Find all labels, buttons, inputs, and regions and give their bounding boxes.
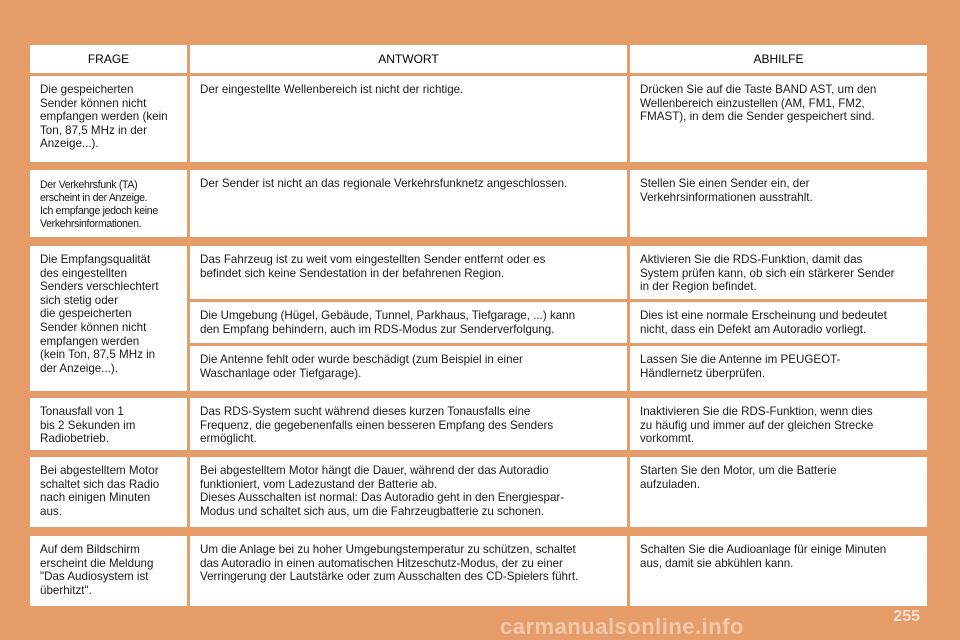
header-antwort-label: ANTWORT (378, 52, 439, 66)
row-6-frage: Auf dem Bildschirm erscheint die Meldung "Das Audiosystem ist überhitzt". (30, 536, 187, 606)
header-frage-label: FRAGE (87, 52, 130, 66)
watermark: carmanualsonline.info (500, 614, 744, 639)
row-1-antwort: Der eingestellte Wellenbereich ist nicht der richtige. (190, 76, 627, 162)
row-1-frage: Die gespeicherten Sender können nicht empfangen werden (kein Ton, 87,5 MHz in der Anzeige...). (30, 76, 187, 162)
row-3-frage: Die Empfangsqualität des eingestellten Senders verschlechtert sich stetig oder die gespeicherten Sender können nicht empfangen werden (kein Ton, 87,5 MHz in der Anzeige...). (30, 246, 187, 391)
row-3b-antwort: Die Umgebung (Hügel, Gebäude, Tunnel, Parkhaus, Tiefgarage, ...) kann den Empfang behindern, auch im RDS-Modus zur Senderverfolgung. (190, 302, 627, 343)
row-3c-antwort: Die Antenne fehlt oder wurde beschädigt (zum Beispiel in einer Waschanlage oder Tiefgarage). (190, 346, 627, 391)
header-frage (30, 45, 187, 73)
row-2-frage: Der Verkehrsfunk (TA) erscheint in der Anzeige. Ich empfange jedoch keine Verkehrsinformationen. (30, 170, 187, 237)
row-4-frage: Tonausfall von 1 bis 2 Sekunden im Radiobetrieb. (30, 398, 187, 450)
row-2-antwort: Der Sender ist nicht an das regionale Verkehrsfunknetz angeschlossen. (190, 170, 627, 237)
row-4-antwort: Das RDS-System sucht während dieses kurzen Tonausfalls eine Frequenz, die gegebenenfalls einen besseren Empfang des Senders ermöglicht. (190, 398, 627, 450)
row-6-abhilfe: Schalten Sie die Audioanlage für einige Minuten aus, damit sie abkühlen kann. (630, 536, 927, 606)
header-abhilfe (630, 45, 927, 73)
row-3c-abhilfe: Lassen Sie die Antenne im PEUGEOT- Händlernetz überprüfen. (630, 346, 927, 391)
row-5-abhilfe: Starten Sie den Motor, um die Batterie aufzuladen. (630, 457, 927, 527)
header-abhilfe-label: ABHILFE (753, 52, 804, 66)
row-3a-abhilfe: Aktivieren Sie die RDS-Funktion, damit das System prüfen kann, ob sich ein stärkerer Sender in der Region befindet. (630, 246, 927, 299)
row-3b-abhilfe: Dies ist eine normale Erscheinung und bedeutet nicht, dass ein Defekt am Autoradio vorliegt. (630, 302, 927, 343)
row-2-abhilfe: Stellen Sie einen Sender ein, der Verkehrsinformationen ausstrahlt. (630, 170, 927, 237)
row-6-antwort: Um die Anlage bei zu hoher Umgebungstemperatur zu schützen, schaltet das Autoradio in einen automatischen Hitzeschutz-Modus, der zu einer Verringerung der Lautstärke oder zum Ausschalten des CD-Spielers führt. (190, 536, 627, 606)
row-4-abhilfe: Inaktivieren Sie die RDS-Funktion, wenn dies zu häufig und immer auf der gleichen Strecke vorkommt. (630, 398, 927, 450)
row-1-abhilfe: Drücken Sie auf die Taste BAND AST, um den Wellenbereich einzustellen (AM, FM1, FM2, FMAST), in dem die Sender gespeichert sind. (630, 76, 927, 162)
row-5-antwort: Bei abgestelltem Motor hängt die Dauer, während der das Autoradio funktioniert, vom Ladezustand der Batterie ab. Dieses Ausschalten ist normal: Das Autoradio geht in den Energiespar- Modus und schaltet sich aus, um die Fahrzeugbatterie zu schonen. (190, 457, 627, 527)
page-number: 255 (893, 608, 920, 625)
row-5-frage: Bei abgestelltem Motor schaltet sich das Radio nach einigen Minuten aus. (30, 457, 187, 527)
row-3a-antwort: Das Fahrzeug ist zu weit vom eingestellten Sender entfernt oder es befindet sich keine Sendestation in der befahrenen Region. (190, 246, 627, 299)
header-antwort (190, 45, 627, 73)
